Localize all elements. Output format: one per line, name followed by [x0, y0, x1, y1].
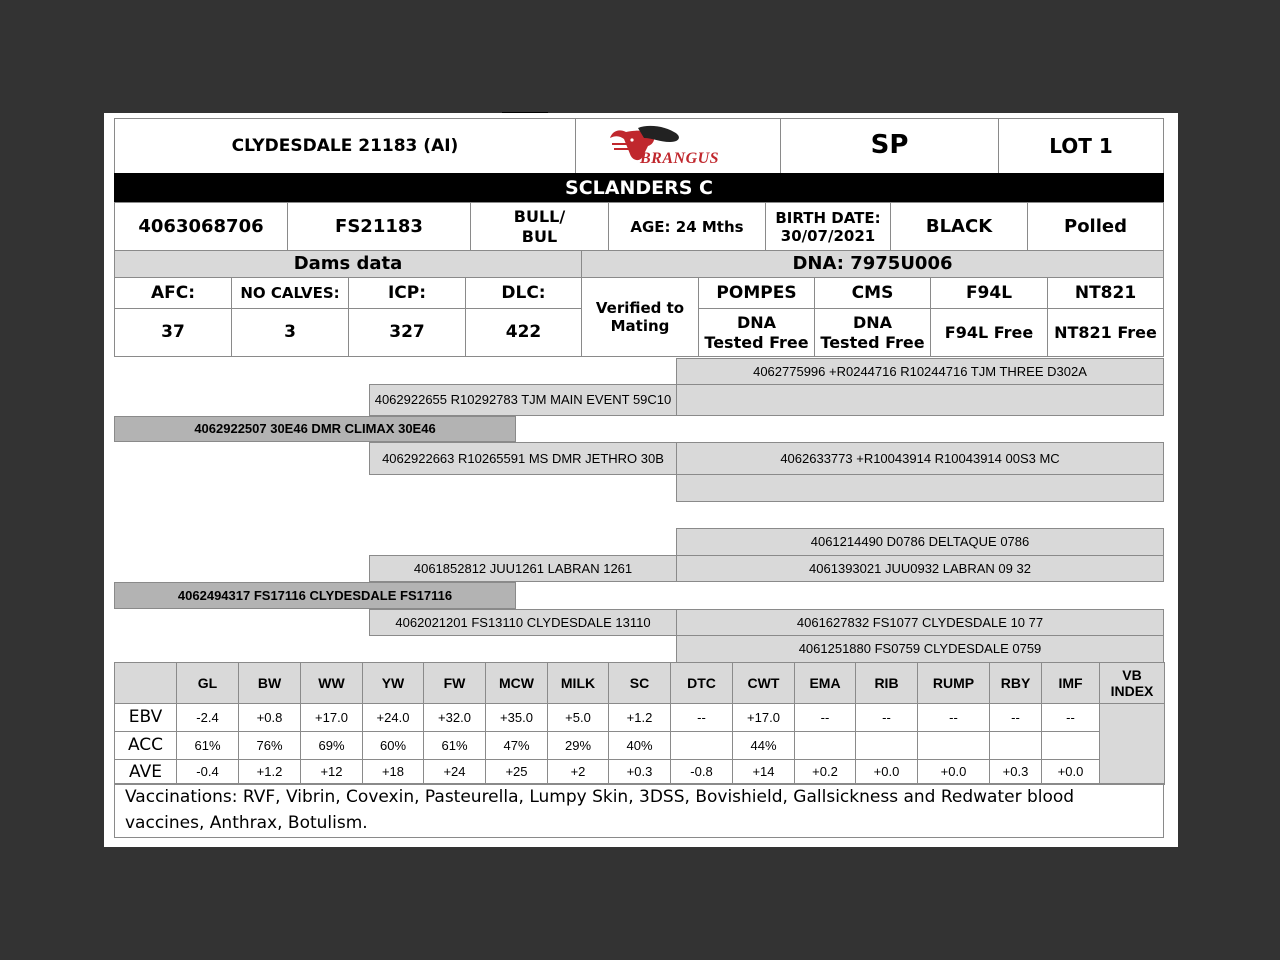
ebv-cell: +1.2 — [608, 703, 671, 732]
ebv-header-milk: MILK — [547, 662, 609, 704]
ebv-cell: +18 — [362, 759, 424, 785]
vb-index-value — [1099, 703, 1165, 785]
pedigree-sire-dam: 4062922663 R10265591 MS DMR JETHRO 30B — [369, 442, 677, 475]
ebv-header-cwt: CWT — [732, 662, 795, 704]
pedigree-dam-sire-sire: 4061214490 D0786 DELTAQUE 0786 — [676, 528, 1164, 556]
ebv-cell — [794, 731, 856, 760]
ebv-cell: -- — [855, 703, 918, 732]
ebv-row-label-ebv: EBV — [114, 703, 177, 732]
ebv-cell: +0.0 — [917, 759, 990, 785]
ebv-header-rump: RUMP — [917, 662, 990, 704]
ebv-header-yw: YW — [362, 662, 424, 704]
ebv-row-label-ave: AVE — [114, 759, 177, 785]
ebv-cell: +24 — [423, 759, 486, 785]
pompes-value: DNA Tested Free — [698, 308, 815, 357]
pedigree-dam: 4062494317 FS17116 CLYDESDALE FS17116 — [114, 582, 516, 609]
grade: SP — [780, 118, 999, 174]
ebv-cell: +14 — [732, 759, 795, 785]
ebv-header-bw: BW — [238, 662, 301, 704]
f94l-value: F94L Free — [930, 308, 1048, 357]
ebv-cell: +0.3 — [608, 759, 671, 785]
dlc-value: 422 — [465, 308, 582, 357]
cms-label: CMS — [814, 277, 931, 309]
ebv-cell: -- — [989, 703, 1042, 732]
ebv-header-ww: WW — [300, 662, 363, 704]
icp-label: ICP: — [348, 277, 466, 309]
pedigree-dam-dam-dam: 4061251880 FS0759 CLYDESDALE 0759 — [676, 635, 1164, 663]
ebv-cell: +17.0 — [300, 703, 363, 732]
no-calves-label: NO CALVES: — [231, 277, 349, 309]
ebv-cell: 61% — [176, 731, 239, 760]
ebv-cell: 76% — [238, 731, 301, 760]
animal-name: CLYDESDALE 21183 (AI) — [114, 118, 576, 174]
ebv-cell: -- — [1041, 703, 1100, 732]
ebv-cell: -2.4 — [176, 703, 239, 732]
animal-colour: BLACK — [890, 202, 1028, 251]
ebv-cell: -0.8 — [670, 759, 733, 785]
ebv-cell: +17.0 — [732, 703, 795, 732]
verified-to-mating: Verified to Mating — [581, 277, 699, 357]
ebv-header-fw: FW — [423, 662, 486, 704]
no-calves-value: 3 — [231, 308, 349, 357]
ebv-cell: +12 — [300, 759, 363, 785]
nt821-value: NT821 Free — [1047, 308, 1164, 357]
ebv-cell — [855, 731, 918, 760]
ebv-cell: +0.0 — [855, 759, 918, 785]
horn-status: Polled — [1027, 202, 1164, 251]
ebv-header-dtc: DTC — [670, 662, 733, 704]
ebv-header-mcw: MCW — [485, 662, 548, 704]
pedigree-sire-dam-sire: 4062633773 +R10043914 R10043914 00S3 MC — [676, 442, 1164, 475]
ebv-cell: -0.4 — [176, 759, 239, 785]
pompes-label: POMPES — [698, 277, 815, 309]
ebv-cell: +25 — [485, 759, 548, 785]
pedigree-sire-sire: 4062922655 R10292783 TJM MAIN EVENT 59C10 — [369, 384, 677, 416]
ebv-header-imf: IMF — [1041, 662, 1100, 704]
ebv-cell: +0.8 — [238, 703, 301, 732]
pedigree-dam-sire-dam: 4061393021 JUU0932 LABRAN 09 32 — [676, 555, 1164, 582]
vaccinations: Vaccinations: RVF, Vibrin, Covexin, Pasteurella, Lumpy Skin, 3DSS, Bovishield, Gallsickness and Redwater blood vaccines, Anthrax, Botulism. — [114, 783, 1164, 838]
ebv-header-ema: EMA — [794, 662, 856, 704]
ebv-cell — [1041, 731, 1100, 760]
ebv-cell: 60% — [362, 731, 424, 760]
pedigree-sire: 4062922507 30E46 DMR CLIMAX 30E46 — [114, 416, 516, 442]
ebv-cell: +0.2 — [794, 759, 856, 785]
dlc-label: DLC: — [465, 277, 582, 309]
brangus-logo — [575, 118, 781, 174]
cms-value: DNA Tested Free — [814, 308, 931, 357]
ebv-cell — [989, 731, 1042, 760]
ebv-cell: -- — [917, 703, 990, 732]
ebv-row-label-acc: ACC — [114, 731, 177, 760]
ebv-header-rib: RIB — [855, 662, 918, 704]
ebv-cell: -- — [794, 703, 856, 732]
ebv-cell: +35.0 — [485, 703, 548, 732]
pedigree-dam-dam-sire: 4061627832 FS1077 CLYDESDALE 10 77 — [676, 609, 1164, 636]
pedigree-sire-sire-dam — [676, 384, 1164, 416]
ebv-cell: +2 — [547, 759, 609, 785]
logo-text: BRANGUS — [640, 150, 720, 167]
ebv-cell: 47% — [485, 731, 548, 760]
ebv-cell: 29% — [547, 731, 609, 760]
breeder-band: SCLANDERS C — [114, 173, 1164, 203]
birth-date: BIRTH DATE: 30/07/2021 — [765, 202, 891, 251]
afc-label: AFC: — [114, 277, 232, 309]
pedigree-sire-dam-dam — [676, 474, 1164, 502]
ebv-header-rby: RBY — [989, 662, 1042, 704]
ebv-cell: +5.0 — [547, 703, 609, 732]
pedigree-dam-dam: 4062021201 FS13110 CLYDESDALE 13110 — [369, 609, 677, 636]
ebv-cell: 40% — [608, 731, 671, 760]
ebv-cell — [917, 731, 990, 760]
pedigree-sire-sire-sire: 4062775996 +R0244716 R10244716 TJM THREE D302A — [676, 358, 1164, 385]
animal-sex: BULL/ BUL — [470, 202, 609, 251]
ebv-cell: 61% — [423, 731, 486, 760]
ebv-header-sc: SC — [608, 662, 671, 704]
ebv-cell: 69% — [300, 731, 363, 760]
f94l-label: F94L — [930, 277, 1048, 309]
ebv-cell: +24.0 — [362, 703, 424, 732]
afc-value: 37 — [114, 308, 232, 357]
ebv-cell: +32.0 — [423, 703, 486, 732]
ebv-cell — [670, 731, 733, 760]
vb-index-header: VB INDEX — [1099, 662, 1165, 704]
ebv-cell: -- — [670, 703, 733, 732]
ebv-cell: +1.2 — [238, 759, 301, 785]
animal-id: 4063068706 — [114, 202, 288, 251]
dna-title: DNA: 7975U006 — [581, 250, 1164, 278]
sale-lot-sheet — [104, 113, 1178, 847]
pedigree-dam-sire: 4061852812 JUU1261 LABRAN 1261 — [369, 555, 677, 582]
dams-data-title: Dams data — [114, 250, 582, 278]
ebv-corner — [114, 662, 177, 704]
ebv-cell: 44% — [732, 731, 795, 760]
ebv-cell: +0.0 — [1041, 759, 1100, 785]
animal-tag: FS21183 — [287, 202, 471, 251]
icp-value: 327 — [348, 308, 466, 357]
lot-number: LOT 1 — [998, 118, 1164, 174]
nt821-label: NT821 — [1047, 277, 1164, 309]
animal-age: AGE: 24 Mths — [608, 202, 766, 251]
ebv-header-gl: GL — [176, 662, 239, 704]
ebv-cell: +0.3 — [989, 759, 1042, 785]
